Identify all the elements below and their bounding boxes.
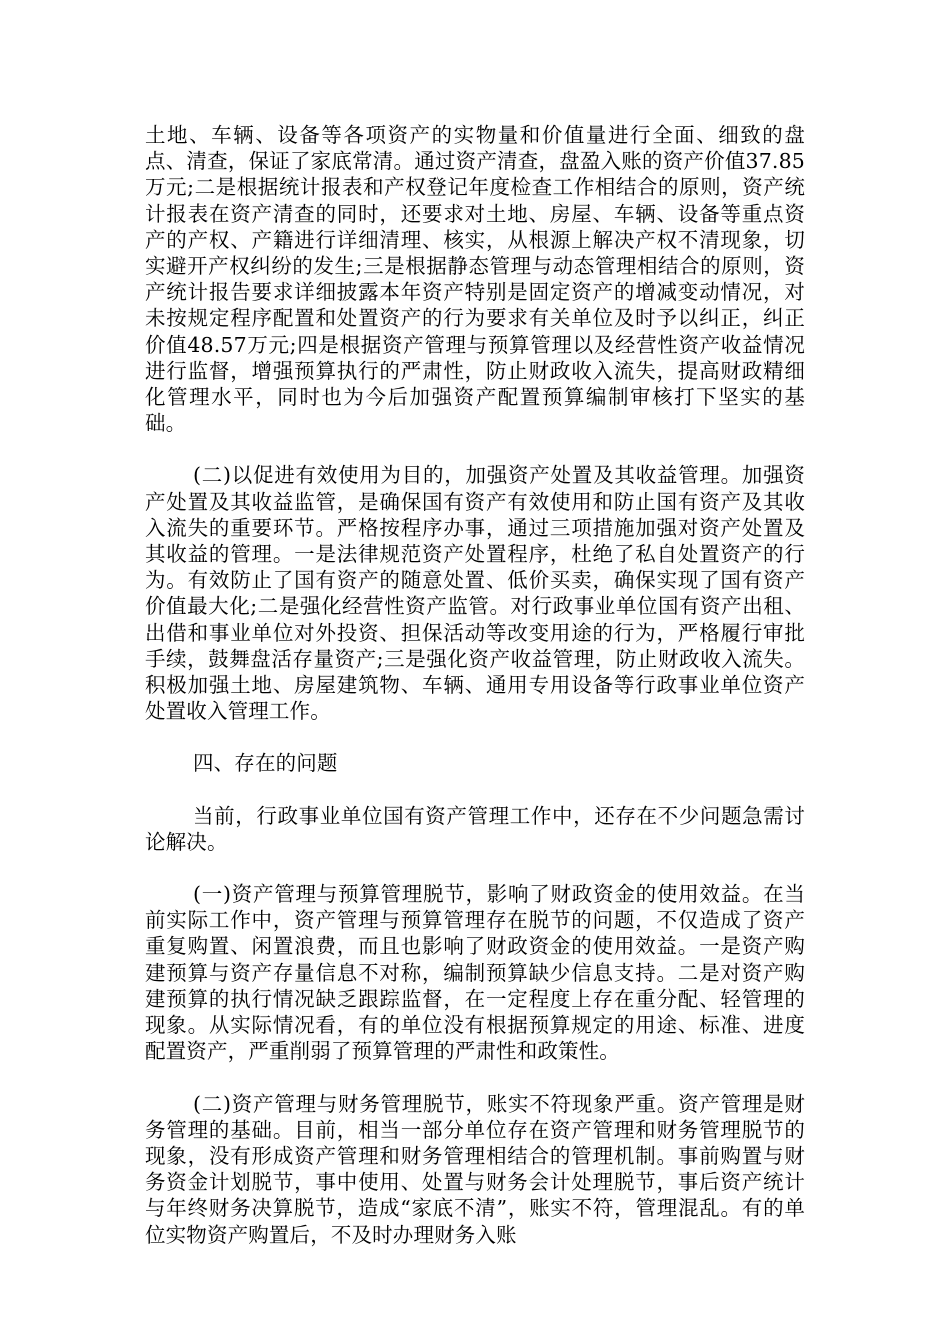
paragraph-asset-disposal-management: (二)以促进有效使用为目的，加强资产处置及其收益管理。加强资产处置及其收益监管，是确保国有资产有效使用和防止国有资产及其收入流失的重要环节。严格按程序办事，通过三项措施加强对资产处置及其收益的管理。一是法律规范资产处置程序，杜绝了私自处置资产的行为。有效防止了国有资产的随意处置、低价买卖，确保实现了国有资产价值最大化;二是强化经营性资产监管。对行政事业单位国有资产出租、出借和事业单位对外投资、担保活动等改变用途的行为，严格履行审批手续，鼓舞盘活存量资产;三是强化资产收益管理，防止财政收入流失。积极加强土地、房屋建筑物、车辆、通用专用设备等行政事业单位资产处置收入管理工作。 — [145, 463, 805, 724]
document-page — [145, 122, 805, 1248]
paragraph-budget-management-disconnect: (一)资产管理与预算管理脱节，影响了财政资金的使用效益。在当前实际工作中，资产管理与预算管理存在脱节的问题，不仅造成了资产重复购置、闲置浪费，而且也影响了财政资金的使用效益。一是资产购建预算与资产存量信息不对称，编制预算缺少信息支持。二是对资产购建预算的执行情况缺乏跟踪监督，在一定程度上存在重分配、轻管理的现象。从实际情况看，有的单位没有根据预算规定的用途、标准、进度配置资产，严重削弱了预算管理的严肃性和政策性。 — [145, 882, 805, 1064]
paragraph-current-problems-intro: 当前，行政事业单位国有资产管理工作中，还存在不少问题急需讨论解决。 — [145, 803, 805, 854]
paragraph-asset-inventory-continued: 土地、车辆、设备等各项资产的实物量和价值量进行全面、细致的盘点、清查，保证了家底常清。通过资产清查，盘盈入账的资产价值37.85万元;二是根据统计报表和产权登记年度检查工作相结合的原则，资产统计报表在资产清查的同时，还要求对土地、房屋、车辆、设备等重点资产的产权、产籍进行详细清理、核实，从根源上解决产权不清现象，切实避开产权纠纷的发生;三是根据静态管理与动态管理相结合的原则，资产统计报告要求详细披露本年资产特别是固定资产的增减变动情况，对未按规定程序配置和处置资产的行为要求有关单位及时予以纠正，纠正价值48.57万元;四是根据资产管理与预算管理以及经营性资产收益情况进行监督，增强预算执行的严肃性，防止财政收入流失，提高财政精细化管理水平，同时也为今后加强资产配置预算编制审核打下坚实的基础。 — [145, 123, 805, 436]
section-heading-existing-problems: 四、存在的问题 — [193, 751, 338, 776]
paragraph-financial-management-disconnect: (二)资产管理与财务管理脱节，账实不符现象严重。资产管理是财务管理的基础。目前，相当一部分单位存在资产管理和财务管理脱节的现象，没有形成资产管理和财务管理相结合的管理机制。事前购置与财务资金计划脱节，事中使用、处置与财务会计处理脱节，事后资产统计与年终财务决算脱节，造成“家底不清”，账实不符，管理混乱。有的单位实物资产购置后，不及时办理财务入账 — [145, 1091, 805, 1247]
